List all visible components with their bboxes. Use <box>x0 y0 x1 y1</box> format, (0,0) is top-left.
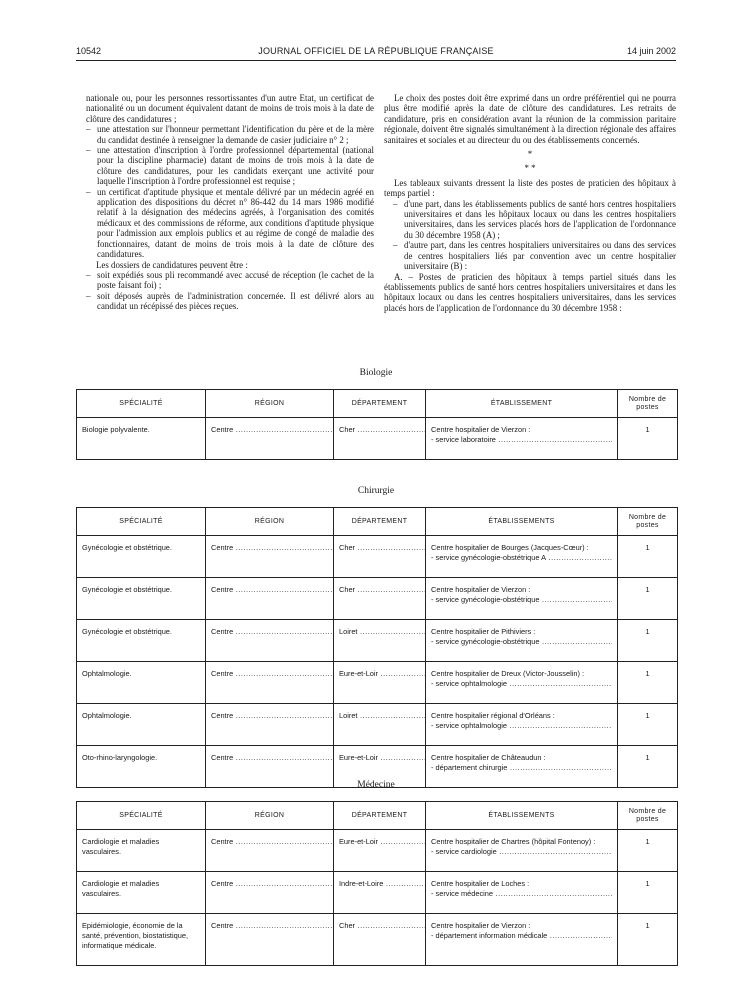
table-row <box>77 914 678 966</box>
cell-specialite: Ophtalmologie. <box>77 662 206 704</box>
cell-nombre: 1 <box>618 746 678 788</box>
cell-specialite: Ophtalmologie. <box>77 704 206 746</box>
list-item: – soit déposés auprès de l'administration concernée. Il est délivré alors au candidat un récépissé des pièces reçues. <box>86 291 374 312</box>
cell-specialite: Gynécologie et obstétrique. <box>77 620 206 662</box>
col-header-region: RÉGION <box>206 390 334 418</box>
paragraph: Les dossiers de candidatures peuvent être : <box>96 259 248 270</box>
cell-region: Centre ..... <box>206 872 334 914</box>
cell-nombre: 1 <box>618 872 678 914</box>
col-header-region: RÉGION <box>206 802 334 830</box>
document-list <box>86 124 374 259</box>
table-chirurgie <box>76 507 678 788</box>
cell-region: Centre ..... <box>206 662 334 704</box>
table-row <box>77 872 678 914</box>
cell-region: Centre ..... <box>206 578 334 620</box>
cell-nombre: 1 <box>618 418 678 460</box>
cell-departement: Cher ..... <box>334 418 426 460</box>
table-row <box>77 578 678 620</box>
journal-title: JOURNAL OFFICIEL DE LA RÉPUBLIQUE FRANÇAISE <box>258 46 494 56</box>
cell-nombre: 1 <box>618 578 678 620</box>
cell-specialite: Biologie polyvalente. <box>77 418 206 460</box>
cell-departement: Indre-et-Loire ..... <box>334 872 426 914</box>
col-header-specialite: SPÉCIALITÉ <box>77 508 206 536</box>
cell-etablissement: Centre hospitalier de Vierzon : - service laboratoire ..... <box>426 418 618 460</box>
paragraph: A. – Postes de praticien des hôpitaux à temps partiel situés dans les établissements publics de santé hors centres hospitaliers universitaires et dans les hôpitaux locaux ou dans les centres hospitaliers universitaires, dans les services placés hors de l'application de l'ordonnance du 30 décembre 1958 : <box>384 271 676 313</box>
col-header-nombre: Nombre de postes <box>618 508 678 536</box>
separator-stars: * * <box>524 163 536 174</box>
publication-date: 14 juin 2002 <box>626 46 676 56</box>
table-row <box>77 704 678 746</box>
table-row <box>77 662 678 704</box>
col-header-etablissement: ÉTABLISSEMENTS <box>426 508 618 536</box>
list-item: – un certificat d'aptitude physique et mentale délivré par un médecin agréé en application des dispositions du décret n° 86-442 du 14 mars 1986 modifié relatif à la désignation des médecins agréés, à l'organisation des comités médicaux et des commissions de réforme, aux conditions d'aptitude physique pour l'admission aux emplois publics et au régime de congé de maladie des fonctionnaires, datant de moins de trois mois à la date de clôture des candidatures. <box>86 187 374 260</box>
section-title-chirurgie: Chirurgie <box>357 486 395 496</box>
cell-specialite: Epidémiologie, économie de la santé, prévention, biostatistique, informatique médicale. <box>77 914 206 966</box>
cell-nombre: 1 <box>618 662 678 704</box>
cell-specialite: Oto-rhino-laryngologie. <box>77 746 206 788</box>
cell-region: Centre ..... <box>206 914 334 966</box>
cell-etablissement: Centre hospitalier de Vierzon : - département information médicale ..... <box>426 914 618 966</box>
cell-specialite: Cardiologie et maladies vasculaires. <box>77 830 206 872</box>
cell-nombre: 1 <box>618 536 678 578</box>
cell-nombre: 1 <box>618 704 678 746</box>
cell-etablissement: Centre hospitalier de Chartres (hôpital Fontenoy) : - service cardiologie ..... <box>426 830 618 872</box>
table-header-row <box>77 390 678 418</box>
cell-etablissement: Centre hospitalier de Vierzon : - service gynécologie-obstétrique ..... <box>426 578 618 620</box>
list-item: – d'une part, dans les établissements publics de santé hors centres hospitaliers universitaires et dans les hôpitaux locaux ou dans les centres hospitaliers universitaires, dans les services placés hors de l'application de l'ordonnance du 30 décembre 1958 (A) ; <box>384 199 676 241</box>
col-header-etablissement: ÉTABLISSEMENT <box>426 390 618 418</box>
col-header-nombre: Nombre de postes <box>618 390 678 418</box>
table-row <box>77 418 678 460</box>
col-header-etablissement: ÉTABLISSEMENTS <box>426 802 618 830</box>
list-item: – une attestation sur l'honneur permettant l'identification du père et de la mère du candidat destinée à renseigner la demande de casier judiciaire n° 2 ; <box>86 124 374 145</box>
table-biologie <box>76 389 678 460</box>
col-header-specialite: SPÉCIALITÉ <box>77 390 206 418</box>
section-title-medecine: Médecine <box>357 780 395 790</box>
cell-region: Centre ..... <box>206 536 334 578</box>
cell-region: Centre ..... <box>206 830 334 872</box>
submission-list <box>86 270 374 312</box>
cell-region: Centre ..... <box>206 746 334 788</box>
page-number: 10542 <box>76 46 102 56</box>
cell-departement: Cher ..... <box>334 578 426 620</box>
cell-specialite: Cardiologie et maladies vasculaires. <box>77 872 206 914</box>
table-row <box>77 830 678 872</box>
col-header-region: RÉGION <box>206 508 334 536</box>
paragraph: nationale ou, pour les personnes ressortissantes d'un autre Etat, un certificat de nationalité ou un document équivalent datant de moins de trois mois à la date de clôture des candidatures ; <box>86 93 374 124</box>
table-header-row <box>77 508 678 536</box>
left-column <box>86 93 374 312</box>
cell-departement: Cher ..... <box>334 536 426 578</box>
col-header-departement: DÉPARTEMENT <box>334 508 426 536</box>
cell-region: Centre ..... <box>206 418 334 460</box>
cell-nombre: 1 <box>618 830 678 872</box>
cell-departement: Loiret ..... <box>334 704 426 746</box>
paragraph: Les tableaux suivants dressent la liste des postes de praticien des hôpitaux à temps partiel : <box>384 177 676 199</box>
paragraph: Le choix des postes doit être exprimé dans un ordre préférentiel qui ne pourra plus être modifié après la date de clôture des candidatures. Les retraits de candidature, pris en considération avant la réunion de la commission paritaire régionale, doivent être signalés simultanément à la direction régionale des affaires sanitaires et sociales et au directeur du ou des établissements concernés. <box>384 93 676 145</box>
cell-departement: Eure-et-Loir ..... <box>334 746 426 788</box>
col-header-nombre: Nombre de postes <box>618 802 678 830</box>
cell-specialite: Gynécologie et obstétrique. <box>77 578 206 620</box>
cell-nombre: 1 <box>618 620 678 662</box>
section-title-biologie: Biologie <box>359 368 393 378</box>
cell-region: Centre ..... <box>206 620 334 662</box>
cell-departement: Eure-et-Loir ..... <box>334 662 426 704</box>
table-header-row <box>77 802 678 830</box>
cell-etablissement: Centre hospitalier de Châteaudun : - département chirurgie ..... <box>426 746 618 788</box>
list-item: – soit expédiés sous pli recommandé avec accusé de réception (le cachet de la poste faisant foi) ; <box>86 270 374 291</box>
cell-etablissement: Centre hospitalier de Pithiviers : - service gynécologie-obstétrique ..... <box>426 620 618 662</box>
table-medecine <box>76 801 678 966</box>
cell-nombre: 1 <box>618 914 678 966</box>
posts-list <box>384 199 676 272</box>
page-header <box>76 44 676 60</box>
header-rule <box>76 60 676 61</box>
col-header-specialite: SPÉCIALITÉ <box>77 802 206 830</box>
list-item: – une attestation d'inscription à l'ordre professionnel départemental (national pour la discipline pharmacie) datant de moins de trois mois à la date de clôture des candidatures, pour les candidats exerçant une activité pour laquelle l'inscription à l'ordre professionnel est requise ; <box>86 145 374 187</box>
table-row <box>77 620 678 662</box>
cell-etablissement: Centre hospitalier de Dreux (Victor-Jousselin) : - service ophtalmologie ..... <box>426 662 618 704</box>
col-header-departement: DÉPARTEMENT <box>334 802 426 830</box>
table-row <box>77 536 678 578</box>
cell-etablissement: Centre hospitalier de Loches : - service médecine ..... <box>426 872 618 914</box>
cell-etablissement: Centre hospitalier de Bourges (Jacques-Cœur) : - service gynécologie-obstétrique A ..... <box>426 536 618 578</box>
cell-etablissement: Centre hospitalier régional d'Orléans : - service ophtalmologie ..... <box>426 704 618 746</box>
cell-specialite: Gynécologie et obstétrique. <box>77 536 206 578</box>
cell-departement: Cher ..... <box>334 914 426 966</box>
separator-star: * <box>527 149 533 160</box>
right-column <box>384 93 676 313</box>
cell-region: Centre ..... <box>206 704 334 746</box>
cell-departement: Loiret ..... <box>334 620 426 662</box>
cell-departement: Eure-et-Loir ..... <box>334 830 426 872</box>
col-header-departement: DÉPARTEMENT <box>334 390 426 418</box>
list-item: – d'autre part, dans les centres hospitaliers universitaires ou dans des services de centres hospitaliers liés par convention avec un centre hospitalier universitaire (B) : <box>384 240 676 271</box>
